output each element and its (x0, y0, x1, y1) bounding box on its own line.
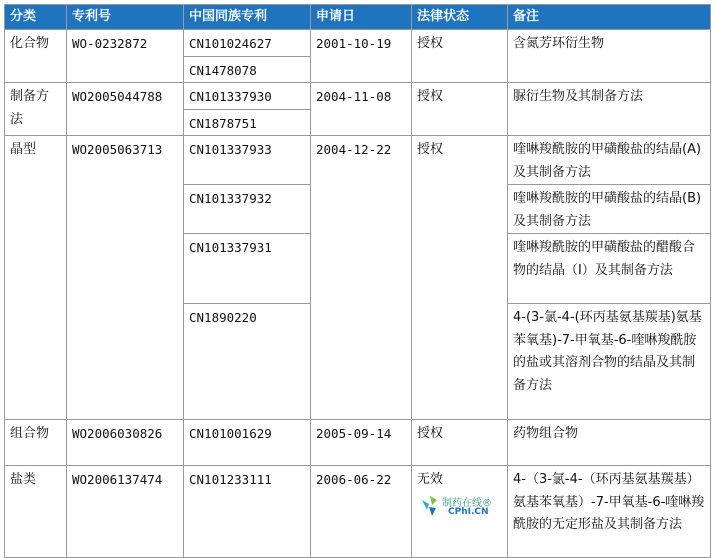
header-category: 分类 (5, 5, 67, 30)
date-cell: 2001-10-19 (311, 30, 412, 83)
cn-patent-cell: CN101233111 (184, 466, 311, 558)
patent-no-cell: WO-0232872 (67, 30, 184, 83)
patent-no-cell: WO2005063713 (67, 136, 184, 420)
category-cell: 化合物 (5, 30, 67, 83)
note-cell: 药物组合物 (508, 420, 711, 466)
status-cell: 授权 (412, 30, 508, 83)
patent-no-cell: WO2006137474 (67, 466, 184, 558)
category-cell: 盐类 (5, 466, 67, 558)
cn-patent-cell: CN1878751 (184, 109, 311, 136)
cn-patent-cell: CN101001629 (184, 420, 311, 466)
status-cell: 无效 (412, 466, 508, 558)
patent-no-cell: WO2006030826 (67, 420, 184, 466)
watermark-text-en: CPhI.CN (448, 507, 489, 517)
header-patent-no: 专利号 (67, 5, 184, 30)
cn-patent-cell: CN101337932 (184, 185, 311, 234)
note-cell: 脲衍生物及其制备方法 (508, 83, 711, 136)
cphi-logo-icon (420, 494, 442, 518)
patent-table-container (4, 4, 711, 558)
date-cell: 2004-11-08 (311, 83, 412, 136)
header-application-date: 申请日 (311, 5, 412, 30)
status-cell: 授权 (412, 420, 508, 466)
status-cell: 授权 (412, 136, 508, 420)
cphi-watermark-logo (420, 494, 508, 520)
category-cell: 组合物 (5, 420, 67, 466)
table-row (5, 83, 711, 110)
note-cell: 含氮芳环衍生物 (508, 30, 711, 83)
header-note: 备注 (508, 5, 711, 30)
cn-patent-cell: CN101337930 (184, 83, 311, 110)
category-cell: 晶型 (5, 136, 67, 420)
header-cn-family: 中国同族专利 (184, 5, 311, 30)
cn-patent-cell: CN101337933 (184, 136, 311, 185)
note-cell: 4-(3-氯-4-(环丙基氨基羰基)氨基苯氧基)-7-甲氧基-6-喹啉羧酰胺的盐或其溶剂合物的结晶及其制备方法 (508, 304, 711, 420)
cn-patent-cell: CN1890220 (184, 304, 311, 420)
category-cell: 制备方法 (5, 83, 67, 136)
patent-table (4, 4, 711, 558)
watermark-text-cn: 制药在线® (442, 498, 492, 509)
header-row (5, 5, 711, 30)
cn-patent-cell: CN101337931 (184, 234, 311, 304)
note-cell: 4-（3-氯-4-（环丙基氨基羰基）氨基苯氧基）-7-甲氧基-6-喹啉羧酰胺的无定形盐及其制备方法 (508, 466, 711, 558)
table-row (5, 136, 711, 185)
patent-no-cell: WO2005044788 (67, 83, 184, 136)
header-legal-status: 法律状态 (412, 5, 508, 30)
note-cell: 喹啉羧酰胺的甲磺酸盐的结晶(A)及其制备方法 (508, 136, 711, 185)
cn-patent-cell: CN1478078 (184, 56, 311, 83)
date-cell: 2006-06-22 (311, 466, 412, 558)
date-cell: 2004-12-22 (311, 136, 412, 420)
table-row (5, 420, 711, 466)
table-row (5, 30, 711, 57)
date-cell: 2005-09-14 (311, 420, 412, 466)
note-cell: 喹啉羧酰胺的甲磺酸盐的结晶(B)及其制备方法 (508, 185, 711, 234)
note-cell: 喹啉羧酰胺的甲磺酸盐的醋酸合物的结晶（I）及其制备方法 (508, 234, 711, 304)
cn-patent-cell: CN101024627 (184, 30, 311, 57)
status-cell: 授权 (412, 83, 508, 136)
